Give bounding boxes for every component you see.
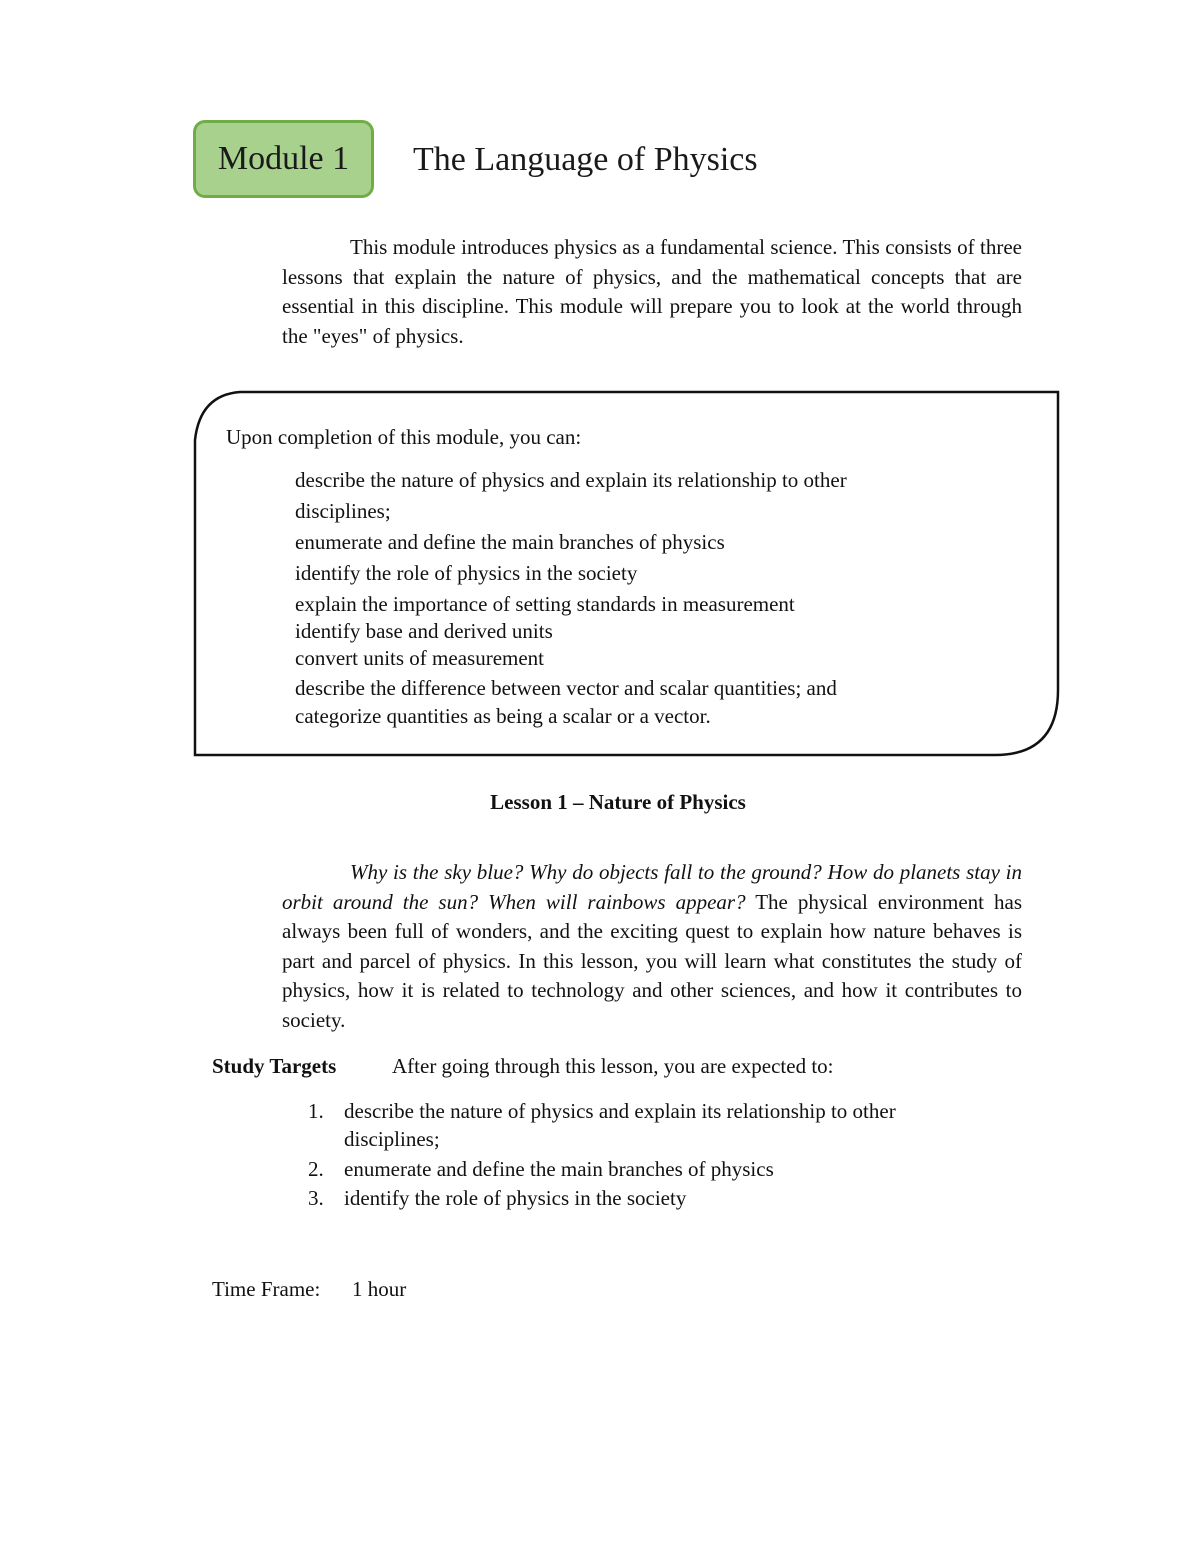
lesson-intro bbox=[282, 858, 1022, 1035]
study-target-number: 2. bbox=[308, 1157, 324, 1181]
objectives-heading: Upon completion of this module, you can: bbox=[226, 425, 582, 449]
study-target-number: 1. bbox=[308, 1099, 324, 1123]
objective-item: describe the nature of physics and explain its relationship to other bbox=[295, 468, 847, 492]
study-target-number: 3. bbox=[308, 1186, 324, 1210]
study-target-text: enumerate and define the main branches of physics bbox=[344, 1157, 774, 1181]
objective-item: explain the importance of setting standards in measurement bbox=[295, 592, 795, 616]
lesson-title: Lesson 1 – Nature of Physics bbox=[490, 790, 746, 814]
study-target-text: identify the role of physics in the society bbox=[344, 1186, 687, 1210]
module-title: The Language of Physics bbox=[413, 141, 758, 178]
time-frame-value: 1 hour bbox=[352, 1277, 407, 1301]
objective-item: convert units of measurement bbox=[295, 646, 545, 670]
study-target-text: describe the nature of physics and explain its relationship to other disciplines; bbox=[344, 1099, 896, 1151]
objective-item: describe the difference between vector and scalar quantities; and bbox=[295, 676, 837, 700]
lesson-questions: Why is the sky blue? Why do objects fall to the ground? How do planets stay in orbit around the sun? When will rainbows appear? bbox=[282, 860, 1022, 914]
objective-item: identify base and derived units bbox=[295, 619, 553, 643]
lesson-body: The physical environment has always been full of wonders, and the exciting quest to explain how nature behaves is part and parcel of physics. In this lesson, you will learn what constitutes the study of physics, how it is related to technology and other sciences, and how it contributes to society. bbox=[282, 889, 1022, 1032]
study-targets-label: Study Targets bbox=[212, 1054, 337, 1078]
objective-item: identify the role of physics in the society bbox=[295, 561, 638, 585]
module-badge-label: Module 1 bbox=[217, 140, 350, 177]
objective-item: enumerate and define the main branches of physics bbox=[295, 530, 725, 554]
study-targets-text: After going through this lesson, you are expected to: bbox=[392, 1054, 834, 1078]
objective-item: disciplines; bbox=[295, 499, 391, 523]
module-intro-text: This module introduces physics as a fundamental science. This consists of three lessons that explain the nature of physics, and the mathematical concepts that are essential in this discipline. This module will prepare you to look at the world through the "eyes" of physics. bbox=[282, 235, 1022, 348]
time-frame-label: Time Frame: bbox=[212, 1277, 321, 1301]
objective-item: categorize quantities as being a scalar or a vector. bbox=[295, 704, 711, 728]
